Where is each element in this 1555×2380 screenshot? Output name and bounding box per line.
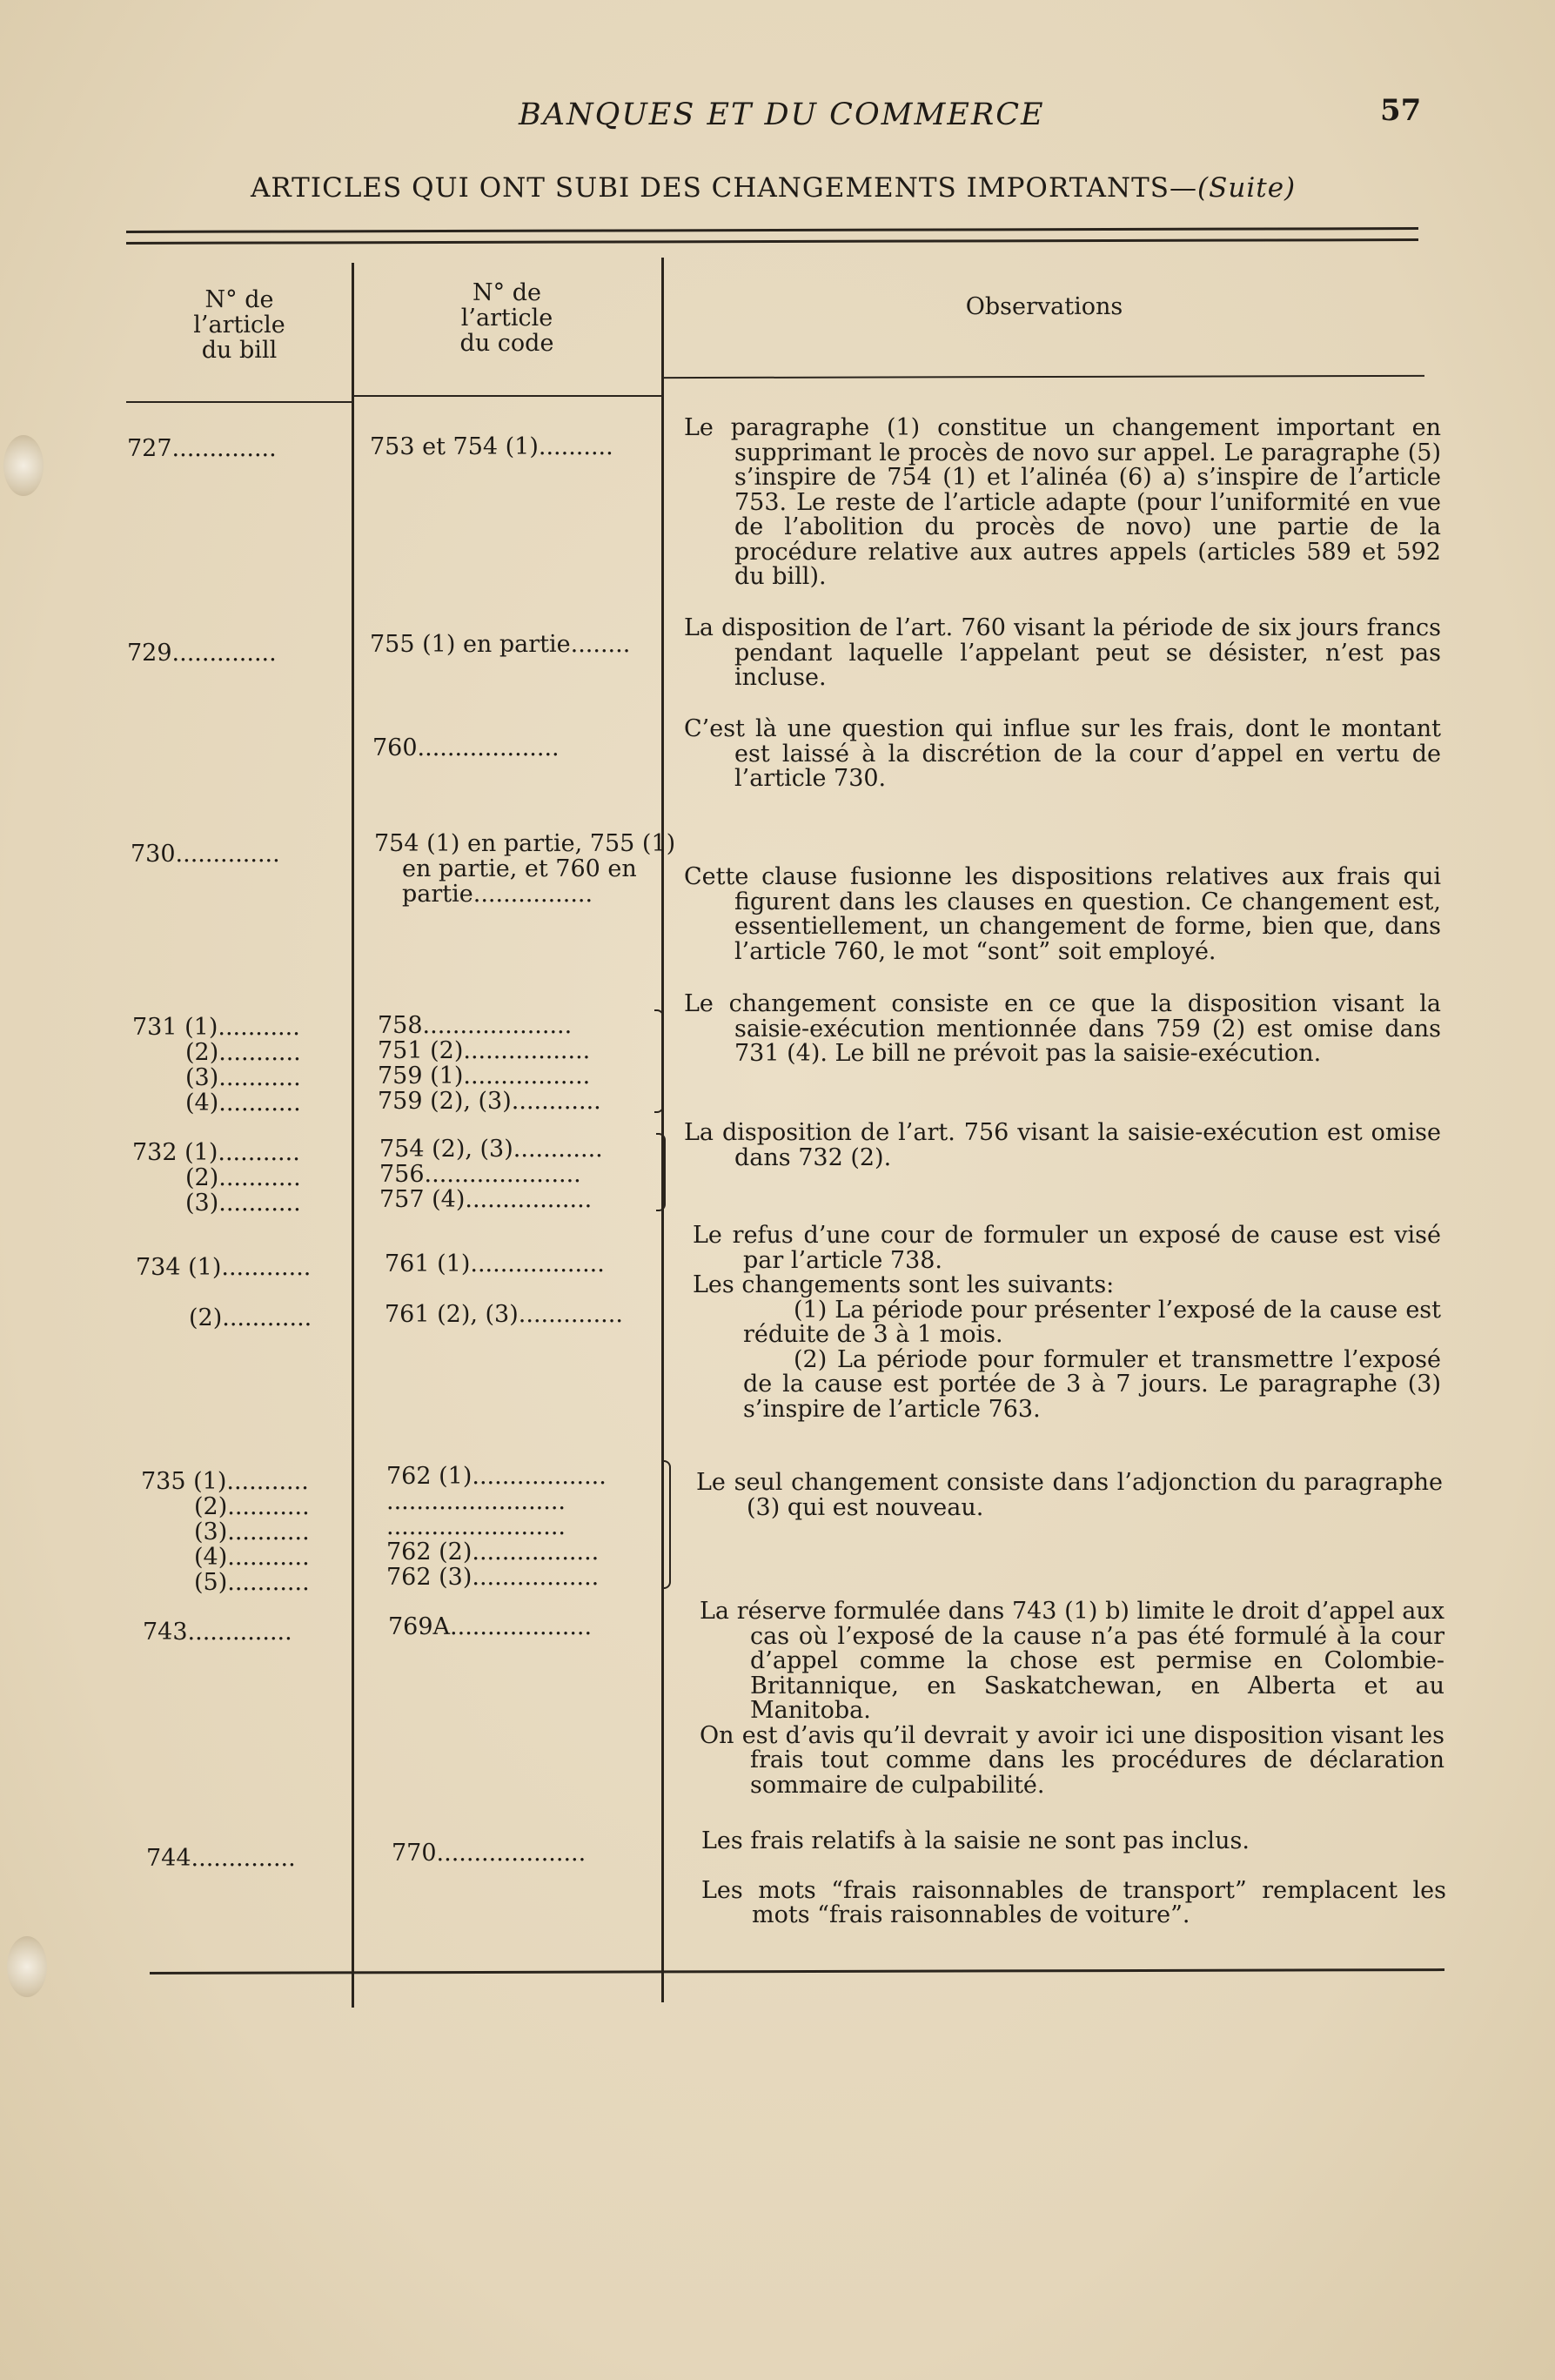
header-code-line-1: N° de — [473, 279, 541, 306]
obs-731 — [684, 992, 1441, 1067]
table-title-suite: (Suite) — [1197, 172, 1297, 204]
header-code-line-3: du code — [459, 330, 554, 357]
obs-729 — [684, 616, 1441, 691]
bill-730: 730.............. — [131, 841, 280, 868]
bill-729: 729.............. — [127, 640, 277, 667]
code-731-3: 759 (1)................. — [378, 1063, 591, 1089]
code-732-2: 756..................... — [379, 1161, 581, 1188]
code-735-4: 762 (2)................. — [386, 1539, 600, 1565]
obs-744 — [701, 1829, 1446, 1928]
obs-743-text-1: La réserve formulée dans 743 (1) b) limite le droit d’appel aux cas où l’exposé de la cause n’a pas été formulé à la cour d’appel comme la chose est permise en Colombie-Britannique, en Saskatchewan, en Alberta et au Manitoba. — [700, 1598, 1444, 1724]
bill-735-3: (3)........... — [194, 1519, 310, 1545]
bill-743: 743.............. — [143, 1619, 292, 1646]
bill-735 — [141, 1469, 310, 1595]
obs-732 — [684, 1121, 1441, 1170]
obs-760-text: C’est là une question qui influe sur les frais, dont le montant est laissé à la discrétion de la cour d’appel en vertu de l’article 730. — [684, 715, 1441, 792]
header-bill — [131, 287, 348, 363]
header-code-line-2: l’article — [460, 305, 553, 332]
bottom-rule — [150, 1968, 1444, 1974]
punch-hole-top — [3, 435, 44, 496]
column-rule-2 — [661, 258, 664, 2002]
bill-731-1: 731 (1)........... — [132, 1014, 300, 1041]
header-bill-line-2: l’article — [193, 312, 285, 339]
obs-731-text: Le changement consiste en ce que la disposition visant la saisie-exécution mentionnée dans 759 (2) est omise dans 731 (4). Le bill ne prévoit pas la saisie-exécution. — [684, 990, 1441, 1067]
obs-743-text-2: On est d’avis qu’il devrait y avoir ici une disposition visant les frais tout comme dans les procédures de déclaration sommaire de culpabilité. — [700, 1721, 1444, 1799]
code-732 — [379, 1136, 603, 1212]
obs-734-text-2: Les changements sont les suivants: — [693, 1271, 1115, 1298]
header-rule-bill — [126, 401, 352, 403]
obs-734-text-3: (1) La période pour présenter l’exposé de la cause est réduite de 3 à 1 mois. — [743, 1296, 1441, 1348]
code-744: 770.................... — [392, 1840, 586, 1867]
header-rule-code — [353, 395, 661, 397]
code-731 — [378, 1013, 601, 1114]
code-734 — [385, 1239, 623, 1340]
top-rule-1 — [126, 227, 1418, 233]
bill-732-3: (3)........... — [185, 1190, 301, 1217]
header-rule-obs — [663, 375, 1424, 379]
bill-732-1: 732 (1)........... — [132, 1139, 300, 1166]
obs-727 — [684, 416, 1441, 590]
bill-735-2: (2)........... — [194, 1493, 310, 1520]
bill-734-1: 734 (1)............ — [136, 1254, 312, 1281]
column-rule-1 — [352, 263, 354, 2008]
brace-735 — [661, 1460, 671, 1589]
header-bill-line-3: du bill — [201, 337, 278, 364]
punch-hole-bottom — [7, 1936, 47, 1997]
code-734-1: 761 (1).................. — [385, 1250, 605, 1277]
running-head: BANQUES ET DU COMMERCE — [519, 97, 1045, 132]
bill-731-3: (3)........... — [185, 1064, 301, 1091]
bill-732 — [132, 1140, 301, 1216]
obs-732-text: La disposition de l’art. 756 visant la saisie-exécution est omise dans 732 (2). — [684, 1119, 1441, 1171]
code-743: 769A................... — [388, 1613, 593, 1640]
code-735 — [386, 1464, 607, 1590]
code-731-1: 758.................... — [378, 1012, 573, 1039]
code-732-3: 757 (4)................. — [379, 1186, 593, 1213]
bill-744: 744.............. — [146, 1845, 296, 1872]
obs-730-text: Cette clause fusionne les dispositions relatives aux frais qui figurent dans les clauses en question. Ce changement est, essentiellement, un changement de forme, bien que, dans l’article 760, le mot “sont” soit employé. — [684, 863, 1441, 965]
table-title — [251, 172, 1296, 204]
bill-727: 727.............. — [127, 435, 277, 462]
bill-731-4: (4)........... — [185, 1089, 301, 1116]
obs-735-text: Le seul changement consiste dans l’adjonction du paragraphe (3) qui est nouveau. — [696, 1469, 1443, 1521]
bill-735-4: (4)........... — [194, 1544, 310, 1571]
obs-734 — [693, 1224, 1441, 1422]
code-730 — [374, 831, 675, 907]
obs-744-text-1: Les frais relatifs à la saisie ne sont pas inclus. — [701, 1827, 1250, 1854]
code-735-2: ........................ — [386, 1488, 566, 1515]
obs-735 — [696, 1471, 1443, 1520]
bill-734-2: (2)............ — [189, 1304, 312, 1331]
code-735-3: ........................ — [386, 1513, 566, 1540]
bill-734 — [136, 1243, 312, 1344]
bill-731-2: (2)........... — [185, 1039, 301, 1066]
obs-743 — [700, 1599, 1444, 1798]
code-731-2: 751 (2)................. — [378, 1037, 591, 1064]
brace-732 — [656, 1133, 666, 1211]
bill-731 — [132, 1015, 301, 1116]
code-730-line-1: 754 (1) en partie, 755 (1) — [374, 830, 676, 857]
code-735-1: 762 (1).................. — [386, 1463, 607, 1490]
code-732-1: 754 (2), (3)............ — [379, 1136, 603, 1163]
obs-744-text-2: Les mots “frais raisonnables de transport” remplacent les mots “frais raisonnables de voiture”. — [701, 1876, 1446, 1928]
brace-731 — [654, 1009, 664, 1113]
code-729: 755 (1) en partie........ — [370, 631, 631, 658]
header-code — [357, 280, 657, 356]
obs-734-text-1: Le refus d’une cour de formuler un exposé de cause est visé par l’article 738. — [693, 1222, 1441, 1274]
page-number: 57 — [1380, 93, 1422, 128]
bill-735-1: 735 (1)........... — [141, 1468, 309, 1495]
obs-760 — [684, 717, 1441, 792]
code-730-line-3: partie................ — [402, 881, 593, 908]
obs-734-text-4: (2) La période pour formuler et transmettre l’exposé de la cause est portée de 3 à 7 jours. Le paragraphe (3) s’inspire de l’article 763. — [743, 1345, 1441, 1423]
code-731-4: 759 (2), (3)............ — [378, 1088, 601, 1115]
table-title-text: ARTICLES QUI ONT SUBI DES CHANGEMENTS IMPORTANTS— — [251, 172, 1198, 204]
code-760: 760................... — [372, 734, 560, 761]
code-735-5: 762 (3)................. — [386, 1564, 600, 1591]
obs-727-text: Le paragraphe (1) constitue un changement important en supprimant le procès de novo sur appel. Le paragraphe (5) s’inspire de 754 (1) et l’alinéa (6) a) s’inspire de l’article 753. Le reste de l’article adapte (pour l’uniformité en vue de l’abolition du procès de novo) une partie de la procédure relative aux autres appels (articles 589 et 592 du bill). — [684, 414, 1441, 590]
code-730-line-2: en partie, et 760 en — [402, 855, 637, 882]
obs-729-text: La disposition de l’art. 760 visant la période de six jours francs pendant laquelle l’appelant peut se désister, n’est pas incluse. — [684, 614, 1441, 691]
header-bill-line-1: N° de — [204, 286, 274, 313]
code-734-2: 761 (2), (3).............. — [385, 1301, 623, 1328]
bill-735-5: (5)........... — [194, 1569, 310, 1596]
code-727: 753 et 754 (1).......... — [370, 433, 613, 460]
bill-732-2: (2)........... — [185, 1164, 301, 1191]
top-rule-2 — [126, 238, 1418, 245]
header-observations: Observations — [965, 293, 1123, 320]
obs-730 — [684, 865, 1441, 964]
